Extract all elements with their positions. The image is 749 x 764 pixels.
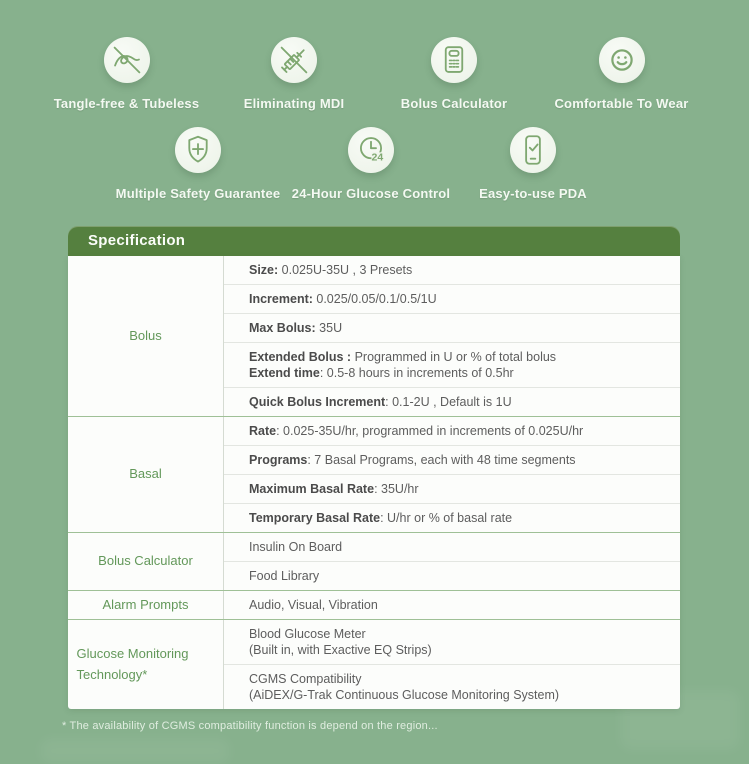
feature-label: Bolus Calculator [400, 96, 508, 111]
spec-cell: Temporary Basal Rate: U/hr or % of basal rate [224, 503, 680, 532]
spec-section [68, 416, 680, 532]
spec-cell: Quick Bolus Increment: 0.1-2U , Default is 1U [224, 387, 680, 416]
svg-text:24: 24 [371, 151, 384, 164]
spec-body [68, 256, 680, 709]
spec-section [68, 532, 680, 590]
feature-label: Multiple Safety Guarantee [115, 186, 281, 201]
spec-section-label: Bolus [129, 327, 162, 343]
feature-row-2 [0, 127, 749, 201]
spec-section-label: Bolus Calculator [98, 553, 193, 569]
calculator-icon [431, 37, 477, 83]
spec-cell: Maximum Basal Rate: 35U/hr [224, 474, 680, 503]
spec-section [68, 619, 680, 709]
no-syringe-icon [271, 37, 317, 83]
smiley-icon [599, 37, 645, 83]
spec-cell: Size: 0.025U-35U , 3 Presets [249, 263, 413, 277]
spec-cell: Programs: 7 Basal Programs, each with 48 time segments [224, 445, 680, 474]
feature-label: Comfortable To Wear [554, 96, 689, 111]
shield-plus-icon [175, 127, 221, 173]
spec-cell: Extended Bolus : Programmed in U or % of total bolus Extend time: 0.5-8 hours in increments of 0.5hr [224, 342, 680, 387]
spec-section-cells [223, 533, 680, 590]
specification-header: Specification [68, 226, 680, 256]
spec-section-cells [223, 620, 680, 709]
background-artifact [620, 690, 740, 750]
spec-cell: Food Library [224, 561, 680, 590]
spec-section-cells [223, 591, 680, 619]
feature-label: Eliminating MDI [243, 96, 345, 111]
feature-clock-24 [288, 127, 454, 201]
spec-section-label: Alarm Prompts [102, 596, 189, 612]
spec-cell: Insulin On Board [249, 540, 343, 554]
spec-section-cells [223, 256, 680, 416]
feature-no-syringe [219, 37, 369, 111]
feature-no-tangle [44, 37, 209, 111]
spec-cell: Max Bolus: 35U [224, 313, 680, 342]
feature-smiley [539, 37, 704, 111]
clock-24-icon [348, 127, 394, 173]
specification-table [68, 226, 680, 709]
feature-row-1 [0, 37, 749, 111]
spec-section [68, 256, 680, 416]
spec-section-cells [223, 417, 680, 532]
no-tangle-icon [104, 37, 150, 83]
spec-cell: Blood Glucose Meter (Built in, with Exactive EQ Strips) [249, 627, 432, 657]
spec-section-label: Glucose Monitoring Technology* [76, 646, 189, 682]
feature-label: Easy-to-use PDA [479, 186, 587, 201]
spec-cell: CGMS Compatibility (AiDEX/G-Trak Continuous Glucose Monitoring System) [224, 664, 680, 709]
phone-check-icon [510, 127, 556, 173]
footnote: * The availability of CGMS compatibility function is depend on the region... [62, 720, 438, 732]
spec-section [68, 590, 680, 619]
spec-cell: Audio, Visual, Vibration [249, 598, 378, 612]
feature-label: 24-Hour Glucose Control [291, 186, 451, 201]
feature-phone-check [458, 127, 608, 201]
spec-section-label: Basal [129, 466, 162, 482]
spec-cell: Rate: 0.025-35U/hr, programmed in increments of 0.025U/hr [249, 424, 584, 438]
feature-calculator [379, 37, 529, 111]
feature-shield-plus [112, 127, 284, 201]
feature-label: Tangle-free & Tubeless [53, 96, 200, 111]
background-artifact [40, 738, 230, 764]
spec-cell: Increment: 0.025/0.05/0.1/0.5/1U [224, 284, 680, 313]
